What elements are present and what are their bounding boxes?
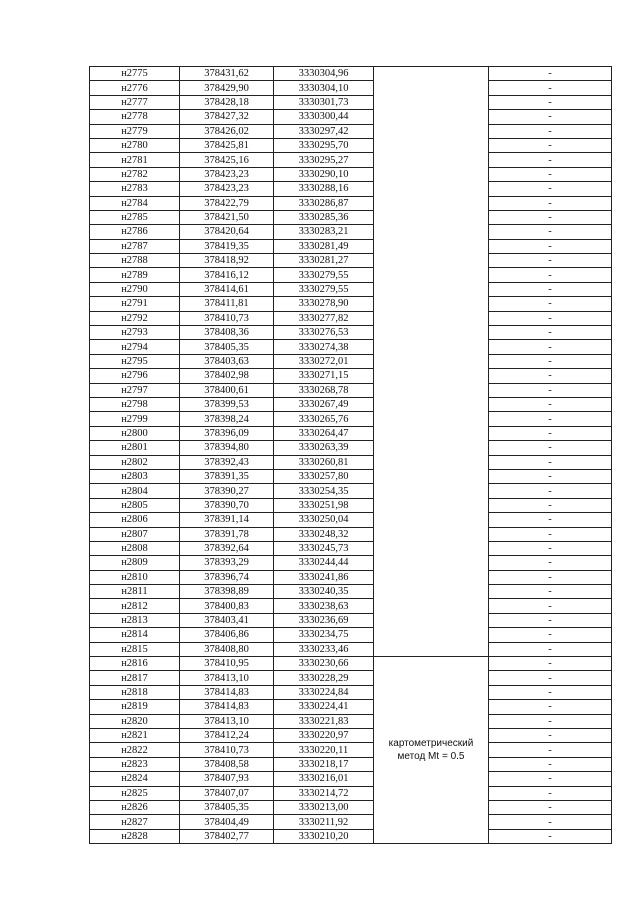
- x-coordinate-cell: 378407,93: [180, 772, 274, 786]
- x-coordinate-cell: 378391,35: [180, 469, 274, 483]
- point-name-cell: н2790: [90, 282, 180, 296]
- point-name-cell: н2824: [90, 772, 180, 786]
- error-value-cell: -: [489, 728, 612, 742]
- table-row: [90, 714, 612, 728]
- y-coordinate-cell: 3330241,86: [274, 570, 374, 584]
- x-coordinate-cell: 378398,89: [180, 585, 274, 599]
- table-row: [90, 441, 612, 455]
- error-value-cell: -: [489, 469, 612, 483]
- table-row: [90, 599, 612, 613]
- error-value-cell: -: [489, 786, 612, 800]
- x-coordinate-cell: 378429,90: [180, 81, 274, 95]
- error-value-cell: -: [489, 585, 612, 599]
- table-row: [90, 455, 612, 469]
- table-row: [90, 153, 612, 167]
- x-coordinate-cell: 378403,41: [180, 613, 274, 627]
- point-name-cell: н2784: [90, 196, 180, 210]
- x-coordinate-cell: 378402,77: [180, 829, 274, 843]
- y-coordinate-cell: 3330210,20: [274, 829, 374, 843]
- y-coordinate-cell: 3330213,00: [274, 800, 374, 814]
- y-coordinate-cell: 3330216,01: [274, 772, 374, 786]
- point-name-cell: н2796: [90, 369, 180, 383]
- y-coordinate-cell: 3330279,55: [274, 268, 374, 282]
- point-name-cell: н2808: [90, 541, 180, 555]
- point-name-cell: н2817: [90, 671, 180, 685]
- y-coordinate-cell: 3330268,78: [274, 383, 374, 397]
- x-coordinate-cell: 378420,64: [180, 225, 274, 239]
- x-coordinate-cell: 378398,24: [180, 412, 274, 426]
- y-coordinate-cell: 3330236,69: [274, 613, 374, 627]
- error-value-cell: -: [489, 95, 612, 109]
- y-coordinate-cell: 3330240,35: [274, 585, 374, 599]
- x-coordinate-cell: 378408,36: [180, 326, 274, 340]
- error-value-cell: -: [489, 657, 612, 671]
- error-value-cell: -: [489, 541, 612, 555]
- y-coordinate-cell: 3330285,36: [274, 210, 374, 224]
- table-row: [90, 95, 612, 109]
- method-accuracy-text: метод Mt = 0.5: [397, 751, 465, 763]
- error-value-cell: -: [489, 153, 612, 167]
- y-coordinate-cell: 3330211,92: [274, 815, 374, 829]
- error-value-cell: -: [489, 513, 612, 527]
- y-coordinate-cell: 3330301,73: [274, 95, 374, 109]
- error-value-cell: -: [489, 556, 612, 570]
- x-coordinate-cell: 378414,83: [180, 685, 274, 699]
- x-coordinate-cell: 378408,58: [180, 757, 274, 771]
- y-coordinate-cell: 3330304,10: [274, 81, 374, 95]
- table-row: [90, 239, 612, 253]
- error-value-cell: -: [489, 239, 612, 253]
- table-row: [90, 397, 612, 411]
- point-name-cell: н2801: [90, 441, 180, 455]
- x-coordinate-cell: 378422,79: [180, 196, 274, 210]
- point-name-cell: н2795: [90, 354, 180, 368]
- point-name-cell: н2823: [90, 757, 180, 771]
- point-name-cell: н2793: [90, 326, 180, 340]
- point-name-cell: н2789: [90, 268, 180, 282]
- error-value-cell: -: [489, 671, 612, 685]
- table-row: [90, 685, 612, 699]
- x-coordinate-cell: 378403,63: [180, 354, 274, 368]
- x-coordinate-cell: 378410,73: [180, 311, 274, 325]
- error-value-cell: -: [489, 311, 612, 325]
- error-value-cell: -: [489, 613, 612, 627]
- x-coordinate-cell: 378394,80: [180, 441, 274, 455]
- x-coordinate-cell: 378404,49: [180, 815, 274, 829]
- table-row: [90, 369, 612, 383]
- point-name-cell: н2783: [90, 182, 180, 196]
- y-coordinate-cell: 3330218,17: [274, 757, 374, 771]
- table-row: [90, 210, 612, 224]
- error-value-cell: -: [489, 599, 612, 613]
- point-name-cell: н2792: [90, 311, 180, 325]
- error-value-cell: -: [489, 354, 612, 368]
- point-name-cell: н2798: [90, 397, 180, 411]
- table-row: [90, 138, 612, 152]
- error-value-cell: -: [489, 757, 612, 771]
- point-name-cell: н2820: [90, 714, 180, 728]
- y-coordinate-cell: 3330257,80: [274, 469, 374, 483]
- x-coordinate-cell: 378407,07: [180, 786, 274, 800]
- point-name-cell: н2819: [90, 700, 180, 714]
- method-cell-empty: [374, 67, 489, 657]
- point-name-cell: н2828: [90, 829, 180, 843]
- error-value-cell: -: [489, 67, 612, 81]
- point-name-cell: н2803: [90, 469, 180, 483]
- table-row: [90, 829, 612, 843]
- table-row: [90, 354, 612, 368]
- table-row: [90, 412, 612, 426]
- y-coordinate-cell: 3330250,04: [274, 513, 374, 527]
- y-coordinate-cell: 3330254,35: [274, 484, 374, 498]
- table-row: [90, 469, 612, 483]
- y-coordinate-cell: 3330230,66: [274, 657, 374, 671]
- table-row: [90, 254, 612, 268]
- point-name-cell: н2804: [90, 484, 180, 498]
- table-row: [90, 297, 612, 311]
- error-value-cell: -: [489, 81, 612, 95]
- y-coordinate-cell: 3330286,87: [274, 196, 374, 210]
- point-name-cell: н2814: [90, 628, 180, 642]
- point-name-cell: н2812: [90, 599, 180, 613]
- x-coordinate-cell: 378405,35: [180, 800, 274, 814]
- x-coordinate-cell: 378428,18: [180, 95, 274, 109]
- y-coordinate-cell: 3330272,01: [274, 354, 374, 368]
- error-value-cell: -: [489, 110, 612, 124]
- x-coordinate-cell: 378412,24: [180, 728, 274, 742]
- table-row: [90, 124, 612, 138]
- point-name-cell: н2822: [90, 743, 180, 757]
- point-name-cell: н2788: [90, 254, 180, 268]
- x-coordinate-cell: 378410,73: [180, 743, 274, 757]
- y-coordinate-cell: 3330260,81: [274, 455, 374, 469]
- x-coordinate-cell: 378423,23: [180, 182, 274, 196]
- x-coordinate-cell: 378406,86: [180, 628, 274, 642]
- coordinates-table: [89, 66, 612, 844]
- table-row: [90, 67, 612, 81]
- x-coordinate-cell: 378402,98: [180, 369, 274, 383]
- x-coordinate-cell: 378410,95: [180, 657, 274, 671]
- point-name-cell: н2780: [90, 138, 180, 152]
- y-coordinate-cell: 3330233,46: [274, 642, 374, 656]
- table-row: [90, 311, 612, 325]
- error-value-cell: -: [489, 282, 612, 296]
- table-row: [90, 556, 612, 570]
- point-name-cell: н2821: [90, 728, 180, 742]
- y-coordinate-cell: 3330214,72: [274, 786, 374, 800]
- x-coordinate-cell: 378414,83: [180, 700, 274, 714]
- x-coordinate-cell: 378393,29: [180, 556, 274, 570]
- error-value-cell: -: [489, 455, 612, 469]
- error-value-cell: -: [489, 498, 612, 512]
- y-coordinate-cell: 3330220,97: [274, 728, 374, 742]
- y-coordinate-cell: 3330278,90: [274, 297, 374, 311]
- table-row: [90, 541, 612, 555]
- y-coordinate-cell: 3330234,75: [274, 628, 374, 642]
- error-value-cell: -: [489, 254, 612, 268]
- error-value-cell: -: [489, 225, 612, 239]
- point-name-cell: н2818: [90, 685, 180, 699]
- x-coordinate-cell: 378421,50: [180, 210, 274, 224]
- x-coordinate-cell: 378431,62: [180, 67, 274, 81]
- point-name-cell: н2800: [90, 426, 180, 440]
- y-coordinate-cell: 3330295,27: [274, 153, 374, 167]
- point-name-cell: н2776: [90, 81, 180, 95]
- error-value-cell: -: [489, 743, 612, 757]
- error-value-cell: -: [489, 297, 612, 311]
- x-coordinate-cell: 378390,27: [180, 484, 274, 498]
- table-row: [90, 340, 612, 354]
- table-row: [90, 196, 612, 210]
- y-coordinate-cell: 3330248,32: [274, 527, 374, 541]
- point-name-cell: н2775: [90, 67, 180, 81]
- point-name-cell: н2781: [90, 153, 180, 167]
- y-coordinate-cell: 3330295,70: [274, 138, 374, 152]
- table-row: [90, 426, 612, 440]
- method-name-text: картометрический: [388, 738, 474, 750]
- table-row: [90, 815, 612, 829]
- error-value-cell: -: [489, 527, 612, 541]
- y-coordinate-cell: 3330245,73: [274, 541, 374, 555]
- y-coordinate-cell: 3330304,96: [274, 67, 374, 81]
- error-value-cell: -: [489, 772, 612, 786]
- y-coordinate-cell: 3330283,21: [274, 225, 374, 239]
- point-name-cell: н2794: [90, 340, 180, 354]
- table-row: [90, 326, 612, 340]
- x-coordinate-cell: 378400,83: [180, 599, 274, 613]
- y-coordinate-cell: 3330263,39: [274, 441, 374, 455]
- y-coordinate-cell: 3330277,82: [274, 311, 374, 325]
- error-value-cell: -: [489, 124, 612, 138]
- table-row: [90, 513, 612, 527]
- y-coordinate-cell: 3330297,42: [274, 124, 374, 138]
- x-coordinate-cell: 378400,61: [180, 383, 274, 397]
- error-value-cell: -: [489, 182, 612, 196]
- error-value-cell: -: [489, 167, 612, 181]
- table-row: [90, 570, 612, 584]
- table-row: [90, 585, 612, 599]
- table-row: [90, 728, 612, 742]
- error-value-cell: -: [489, 685, 612, 699]
- point-name-cell: н2797: [90, 383, 180, 397]
- x-coordinate-cell: 378392,43: [180, 455, 274, 469]
- point-name-cell: н2827: [90, 815, 180, 829]
- y-coordinate-cell: 3330265,76: [274, 412, 374, 426]
- x-coordinate-cell: 378425,81: [180, 138, 274, 152]
- table-row: [90, 772, 612, 786]
- error-value-cell: -: [489, 369, 612, 383]
- error-value-cell: -: [489, 642, 612, 656]
- error-value-cell: -: [489, 397, 612, 411]
- x-coordinate-cell: 378405,35: [180, 340, 274, 354]
- y-coordinate-cell: 3330274,38: [274, 340, 374, 354]
- point-name-cell: н2778: [90, 110, 180, 124]
- error-value-cell: -: [489, 138, 612, 152]
- table-row: [90, 383, 612, 397]
- error-value-cell: -: [489, 196, 612, 210]
- table-row: [90, 527, 612, 541]
- table-row: [90, 225, 612, 239]
- point-name-cell: н2810: [90, 570, 180, 584]
- y-coordinate-cell: 3330251,98: [274, 498, 374, 512]
- y-coordinate-cell: 3330220,11: [274, 743, 374, 757]
- error-value-cell: -: [489, 714, 612, 728]
- error-value-cell: -: [489, 426, 612, 440]
- x-coordinate-cell: 378423,23: [180, 167, 274, 181]
- table-row: [90, 657, 612, 671]
- y-coordinate-cell: 3330290,10: [274, 167, 374, 181]
- table-row: [90, 182, 612, 196]
- table-row: [90, 110, 612, 124]
- table-row: [90, 786, 612, 800]
- x-coordinate-cell: 378408,80: [180, 642, 274, 656]
- y-coordinate-cell: 3330279,55: [274, 282, 374, 296]
- point-name-cell: н2785: [90, 210, 180, 224]
- table-row: [90, 484, 612, 498]
- error-value-cell: -: [489, 412, 612, 426]
- x-coordinate-cell: 378391,78: [180, 527, 274, 541]
- point-name-cell: н2806: [90, 513, 180, 527]
- point-name-cell: н2802: [90, 455, 180, 469]
- point-name-cell: н2782: [90, 167, 180, 181]
- y-coordinate-cell: 3330224,41: [274, 700, 374, 714]
- x-coordinate-cell: 378427,32: [180, 110, 274, 124]
- x-coordinate-cell: 378413,10: [180, 671, 274, 685]
- table-row: [90, 167, 612, 181]
- x-coordinate-cell: 378426,02: [180, 124, 274, 138]
- point-name-cell: н2807: [90, 527, 180, 541]
- method-cell: [374, 657, 489, 844]
- table-row: [90, 700, 612, 714]
- table-row: [90, 613, 612, 627]
- table-row: [90, 498, 612, 512]
- table-row: [90, 757, 612, 771]
- x-coordinate-cell: 378399,53: [180, 397, 274, 411]
- point-name-cell: н2825: [90, 786, 180, 800]
- x-coordinate-cell: 378413,10: [180, 714, 274, 728]
- x-coordinate-cell: 378396,74: [180, 570, 274, 584]
- point-name-cell: н2779: [90, 124, 180, 138]
- y-coordinate-cell: 3330244,44: [274, 556, 374, 570]
- x-coordinate-cell: 378414,61: [180, 282, 274, 296]
- error-value-cell: -: [489, 484, 612, 498]
- x-coordinate-cell: 378416,12: [180, 268, 274, 282]
- table-row: [90, 628, 612, 642]
- x-coordinate-cell: 378418,92: [180, 254, 274, 268]
- table-row: [90, 268, 612, 282]
- x-coordinate-cell: 378391,14: [180, 513, 274, 527]
- point-name-cell: н2815: [90, 642, 180, 656]
- y-coordinate-cell: 3330264,47: [274, 426, 374, 440]
- error-value-cell: -: [489, 570, 612, 584]
- error-value-cell: -: [489, 800, 612, 814]
- error-value-cell: -: [489, 326, 612, 340]
- y-coordinate-cell: 3330228,29: [274, 671, 374, 685]
- point-name-cell: н2791: [90, 297, 180, 311]
- y-coordinate-cell: 3330221,83: [274, 714, 374, 728]
- coordinates-table-body: [90, 67, 612, 844]
- error-value-cell: -: [489, 340, 612, 354]
- point-name-cell: н2777: [90, 95, 180, 109]
- table-row: [90, 743, 612, 757]
- table-row: [90, 800, 612, 814]
- y-coordinate-cell: 3330288,16: [274, 182, 374, 196]
- point-name-cell: н2786: [90, 225, 180, 239]
- x-coordinate-cell: 378411,81: [180, 297, 274, 311]
- error-value-cell: -: [489, 815, 612, 829]
- error-value-cell: -: [489, 441, 612, 455]
- table-row: [90, 282, 612, 296]
- error-value-cell: -: [489, 700, 612, 714]
- table-row: [90, 642, 612, 656]
- y-coordinate-cell: 3330271,15: [274, 369, 374, 383]
- x-coordinate-cell: 378390,70: [180, 498, 274, 512]
- point-name-cell: н2816: [90, 657, 180, 671]
- y-coordinate-cell: 3330281,27: [274, 254, 374, 268]
- point-name-cell: н2805: [90, 498, 180, 512]
- error-value-cell: -: [489, 210, 612, 224]
- point-name-cell: н2826: [90, 800, 180, 814]
- error-value-cell: -: [489, 268, 612, 282]
- table-row: [90, 81, 612, 95]
- point-name-cell: н2813: [90, 613, 180, 627]
- x-coordinate-cell: 378392,64: [180, 541, 274, 555]
- y-coordinate-cell: 3330281,49: [274, 239, 374, 253]
- error-value-cell: -: [489, 628, 612, 642]
- point-name-cell: н2811: [90, 585, 180, 599]
- x-coordinate-cell: 378425,16: [180, 153, 274, 167]
- y-coordinate-cell: 3330267,49: [274, 397, 374, 411]
- x-coordinate-cell: 378419,35: [180, 239, 274, 253]
- error-value-cell: -: [489, 383, 612, 397]
- error-value-cell: -: [489, 829, 612, 843]
- y-coordinate-cell: 3330224,84: [274, 685, 374, 699]
- y-coordinate-cell: 3330300,44: [274, 110, 374, 124]
- table-row: [90, 671, 612, 685]
- point-name-cell: н2799: [90, 412, 180, 426]
- point-name-cell: н2787: [90, 239, 180, 253]
- point-name-cell: н2809: [90, 556, 180, 570]
- y-coordinate-cell: 3330276,53: [274, 326, 374, 340]
- y-coordinate-cell: 3330238,63: [274, 599, 374, 613]
- x-coordinate-cell: 378396,09: [180, 426, 274, 440]
